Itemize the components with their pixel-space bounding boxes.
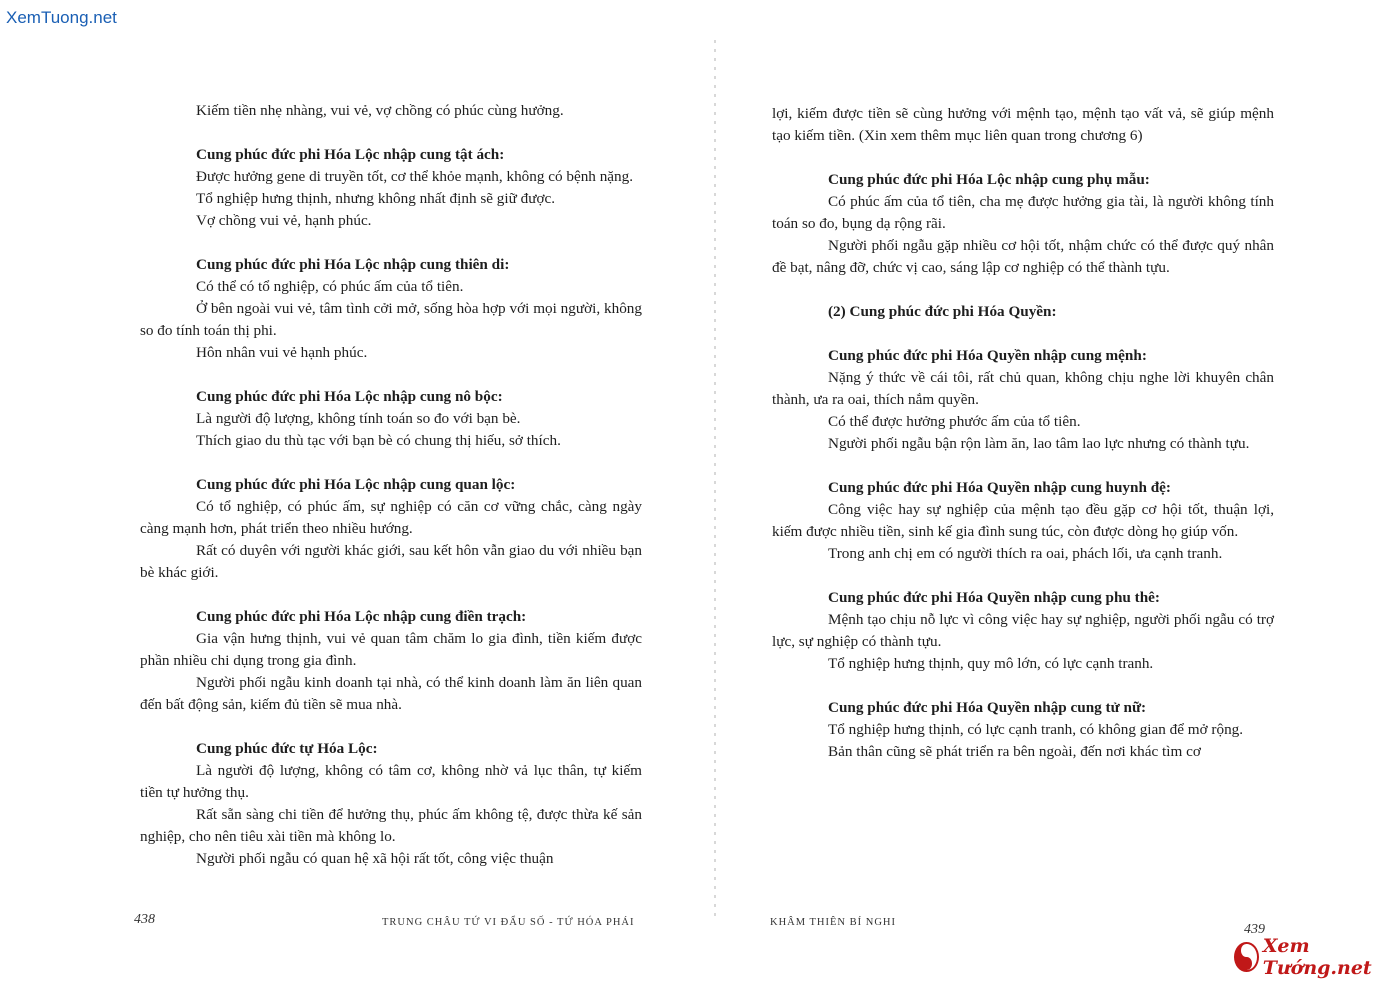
paragraph: Người phối ngẫu có quan hệ xã hội rất tốt, công việc thuận	[196, 850, 554, 867]
paragraph: Mệnh tạo chịu nỗ lực vì công việc hay sự nghiệp, người phối ngẫu có trợ lực, sự nghiệp có thành tựu.	[772, 611, 1274, 650]
paragraph: Tổ nghiệp hưng thịnh, nhưng không nhất định sẽ giữ được.	[196, 190, 556, 207]
section-heading: Cung phúc đức phi Hóa Quyền nhập cung huynh đệ:	[828, 479, 1171, 496]
paragraph: Tổ nghiệp hưng thịnh, có lực cạnh tranh, có không gian để mở rộng.	[828, 721, 1244, 738]
logo-text: Xem Tướng.net	[1262, 935, 1372, 979]
right-running-footer: KHÂM THIÊN BÍ NGHI	[770, 917, 897, 928]
paragraph: Gia vận hưng thịnh, vui vẻ quan tâm chăm lo gia đình, tiền kiếm được phần nhiều chi dụng trong gia đình.	[140, 630, 642, 669]
right-page-text	[772, 103, 1274, 763]
paragraph: Có tổ nghiệp, có phúc ấm, sự nghiệp có căn cơ vững chắc, càng ngày càng mạnh hơn, phát triển theo nhiều hướng.	[140, 498, 642, 537]
paragraph: Người phối ngẫu kinh doanh tại nhà, có thể kinh doanh làm ăn liên quan đến bất động sản, kiếm đủ tiền sẽ mua nhà.	[140, 674, 642, 713]
paragraph: Rất sẵn sàng chi tiền để hưởng thụ, phúc ấm không tệ, được thừa kế sản nghiệp, cho nên tiêu xài tiền mà không lo.	[140, 806, 642, 845]
paragraph: Người phối ngẫu gặp nhiều cơ hội tốt, nhậm chức có thể được quý nhân đề bạt, nâng đỡ, chức vị cao, sáng lập cơ nghiệp có thể thành tựu.	[772, 237, 1274, 276]
section-heading: Cung phúc đức phi Hóa Lộc nhập cung quan lộc:	[196, 476, 516, 493]
section-heading: Cung phúc đức phi Hóa Lộc nhập cung phụ mẫu:	[828, 171, 1150, 188]
paragraph: Người phối ngẫu bận rộn làm ăn, lao tâm lao lực nhưng có thành tựu.	[828, 435, 1250, 452]
yin-yang-icon	[1234, 942, 1259, 972]
section-heading: Cung phúc đức phi Hóa Quyền nhập cung mệnh:	[828, 347, 1147, 364]
paragraph: Rất có duyên với người khác giới, sau kết hôn vẫn giao du với nhiều bạn bè khác giới.	[140, 542, 642, 581]
paragraph: Được hưởng gene di truyền tốt, cơ thể khỏe mạnh, không có bệnh nặng.	[196, 168, 634, 185]
paragraph: Có phúc ấm của tổ tiên, cha mẹ được hưởng gia tài, là người không tính toán so đo, bụng dạ rộng rãi.	[772, 193, 1274, 232]
paragraph: Nặng ý thức về cái tôi, rất chủ quan, không chịu nghe lời khuyên chân thành, ưa ra oai, thích nắm quyền.	[772, 369, 1274, 408]
paragraph: Có thể có tổ nghiệp, có phúc ấm của tổ tiên.	[196, 278, 464, 295]
continued-paragraph: lợi, kiếm được tiền sẽ cùng hưởng với mệnh tạo, mệnh tạo vất vả, sẽ giúp mệnh tạo kiếm tiền. (Xin xem thêm mục liên quan trong chương 6)	[772, 105, 1274, 144]
paragraph: Bản thân cũng sẽ phát triển ra bên ngoài, đến nơi khác tìm cơ	[828, 743, 1201, 760]
paragraph: Vợ chồng vui vẻ, hạnh phúc.	[196, 212, 372, 229]
site-logo	[1234, 935, 1392, 979]
paragraph: Kiếm tiền nhẹ nhàng, vui vẻ, vợ chồng có phúc cùng hưởng.	[196, 102, 564, 119]
site-watermark-link[interactable]: XemTuong.net	[6, 8, 117, 27]
paragraph: Ở bên ngoài vui vẻ, tâm tình cởi mở, sống hòa hợp với mọi người, không so đo tính toán thị phi.	[140, 300, 642, 339]
section-heading: Cung phúc đức tự Hóa Lộc:	[196, 740, 378, 757]
section-heading: Cung phúc đức phi Hóa Quyền nhập cung tử nữ:	[828, 699, 1147, 716]
paragraph: Là người độ lượng, không tính toán so đo với bạn bè.	[196, 410, 521, 427]
right-page	[696, 0, 1392, 983]
paragraph: Tổ nghiệp hưng thịnh, quy mô lớn, có lực cạnh tranh.	[828, 655, 1154, 672]
section-heading: Cung phúc đức phi Hóa Lộc nhập cung tật ách:	[196, 146, 505, 163]
left-page-number: 438	[134, 912, 155, 927]
left-running-footer: TRUNG CHÂU TỨ VI ĐẨU SỐ - TỨ HÓA PHÁI	[382, 917, 635, 928]
right-page-number: 439	[1244, 922, 1265, 937]
paragraph: Trong anh chị em có người thích ra oai, phách lối, ưa cạnh tranh.	[828, 545, 1223, 562]
section-heading: Cung phúc đức phi Hóa Lộc nhập cung thiên di:	[196, 256, 510, 273]
section-heading: Cung phúc đức phi Hóa Quyền nhập cung phu thê:	[828, 589, 1160, 606]
left-page-text	[140, 100, 642, 870]
paragraph: Là người độ lượng, không có tâm cơ, không nhờ vả lục thân, tự kiếm tiền tự hưởng thụ.	[140, 762, 642, 801]
paragraph: Công việc hay sự nghiệp của mệnh tạo đều gặp cơ hội tốt, thuận lợi, kiếm được nhiều tiền, sinh kế gia đình sung túc, còn được dòng họ giúp vốn.	[772, 501, 1274, 540]
section-heading: (2) Cung phúc đức phi Hóa Quyền:	[828, 303, 1057, 320]
section-heading: Cung phúc đức phi Hóa Lộc nhập cung nô bộc:	[196, 388, 503, 405]
paragraph: Thích giao du thù tạc với bạn bè có chung thị hiếu, sở thích.	[196, 432, 561, 449]
paragraph: Có thể được hưởng phước ấm của tổ tiên.	[828, 413, 1081, 430]
paragraph: Hôn nhân vui vẻ hạnh phúc.	[196, 344, 368, 361]
section-heading: Cung phúc đức phi Hóa Lộc nhập cung điền trạch:	[196, 608, 527, 625]
